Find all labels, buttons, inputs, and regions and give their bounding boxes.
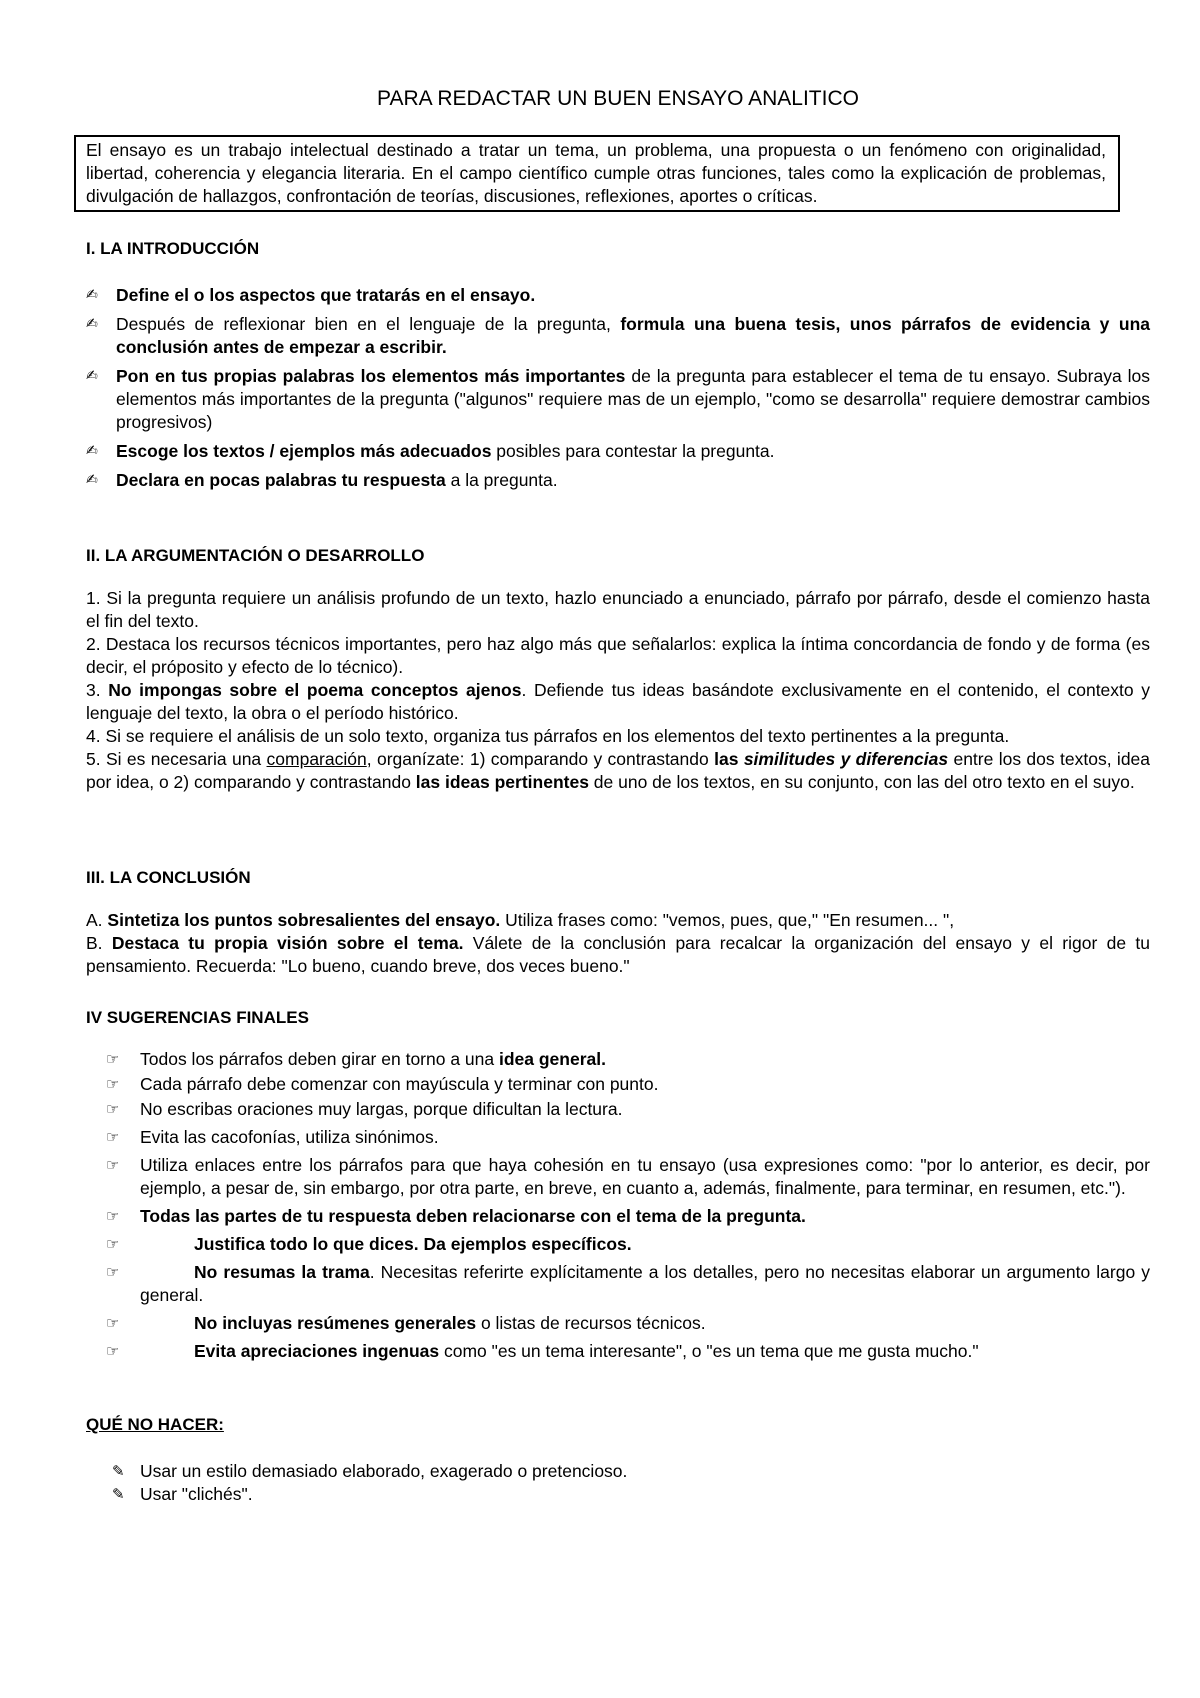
list-item: ☞ Evita las cacofonías, utiliza sinónimos. xyxy=(106,1127,439,1147)
pointing-hand-icon: ☞ xyxy=(106,1207,120,1225)
pointing-hand-icon: ☞ xyxy=(106,1100,120,1118)
list-item: ✍ Pon en tus propias palabras los elementos más importantes de la pregunta para establecer el tema de tu ensayo. Subraya los elementos más importantes de la pregunta ("algunos" requiere mas de un ejemplo, "como se desarrolla" requiere demostrar cambios progresivos) xyxy=(86,366,1150,432)
pointing-hand-icon: ☞ xyxy=(106,1263,120,1281)
pen-icon: ✎ xyxy=(112,1462,125,1480)
writing-hand-icon: ✍ xyxy=(86,443,98,459)
list-item: ✎ Usar un estilo demasiado elaborado, exagerado o pretencioso. xyxy=(112,1461,628,1481)
list-item: ✍ Escoge los textos / ejemplos más adecuados posibles para contestar la pregunta. xyxy=(86,441,775,461)
intro-box: El ensayo es un trabajo intelectual destinado a tratar un tema, un problema, una propuesta o un fenómeno con originalidad, libertad, coherencia y elegancia literaria. En el campo científico cumple otras funciones, tales como la explicación de problemas, divulgación de hallazgos, confrontación de teorías, discusiones, reflexiones, aportes o críticas. xyxy=(74,135,1120,212)
list-item: ☞ No resumas la trama. Necesitas referirte explícitamente a los detalles, pero no necesitas elaborar un argumento largo y general. xyxy=(106,1262,1150,1305)
document-title: PARA REDACTAR UN BUEN ENSAYO ANALITICO xyxy=(377,87,859,110)
numbered-item: 5. Si es necesaria una comparación, organízate: 1) comparando y contrastando las similitudes y diferencias entre los dos textos, idea por idea, o 2) comparando y contrastando las ideas pertinentes de uno de los textos, en su conjunto, con las del otro texto en el suyo. xyxy=(86,749,1151,792)
numbered-item: 1. Si la pregunta requiere un análisis profundo de un texto, hazlo enunciado a enunciado, párrafo por párrafo, desde el comienzo hasta el fin del texto. xyxy=(86,588,1150,631)
pen-icon: ✎ xyxy=(112,1485,125,1503)
pointing-hand-icon: ☞ xyxy=(106,1235,120,1253)
list-item: ✎ Usar "clichés". xyxy=(112,1484,253,1504)
pointing-hand-icon: ☞ xyxy=(106,1156,120,1174)
section-heading: I. LA INTRODUCCIÓN xyxy=(86,239,260,258)
pointing-hand-icon: ☞ xyxy=(106,1128,120,1146)
writing-hand-icon: ✍ xyxy=(86,316,98,332)
pointing-hand-icon: ☞ xyxy=(106,1075,120,1093)
section-que-no-hacer xyxy=(86,1414,1150,1506)
section-introduccion xyxy=(86,238,1150,492)
section-sugerencias xyxy=(86,1007,1150,1363)
list-item: ☞ Evita apreciaciones ingenuas como "es un tema interesante", o "es un tema que me gusta mucho." xyxy=(106,1341,979,1361)
list-item: ☞ No escribas oraciones muy largas, porque dificultan la lectura. xyxy=(106,1099,623,1119)
writing-hand-icon: ✍ xyxy=(86,368,98,384)
conclusion-item-b: B. Destaca tu propia visión sobre el tema. Válete de la conclusión para recalcar la organización del ensayo y el rigor de tu pensamiento. Recuerda: "Lo bueno, cuando breve, dos veces bueno." xyxy=(86,933,1151,976)
pointing-hand-icon: ☞ xyxy=(106,1314,120,1332)
list-item: ☞ Cada párrafo debe comenzar con mayúscula y terminar con punto. xyxy=(106,1074,659,1094)
pointing-hand-icon: ☞ xyxy=(106,1342,120,1360)
list-item: ✍ Declara en pocas palabras tu respuesta a la pregunta. xyxy=(86,470,558,490)
list-item: ☞ Justifica todo lo que dices. Da ejemplos específicos. xyxy=(106,1234,632,1254)
list-item: ☞ No incluyas resúmenes generales o listas de recursos técnicos. xyxy=(106,1313,706,1333)
numbered-item: 3. No impongas sobre el poema conceptos ajenos. Defiende tus ideas basándote exclusivamente en el contenido, el contexto y lenguaje del texto, la obra o el período histórico. xyxy=(86,680,1150,723)
section-argumentacion xyxy=(86,545,1150,794)
section-heading: II. LA ARGUMENTACIÓN O DESARROLLO xyxy=(86,546,425,565)
numbered-item: 2. Destaca los recursos técnicos importantes, pero haz algo más que señalarlos: explica la íntima concordancia de fondo y de forma (es decir, el próposito y efecto de lo técnico). xyxy=(86,634,1150,677)
section-heading: IV SUGERENCIAS FINALES xyxy=(86,1008,309,1027)
writing-hand-icon: ✍ xyxy=(86,287,98,303)
list-item: ✍ Define el o los aspectos que tratarás en el ensayo. xyxy=(86,285,536,305)
list-item: ☞ Utiliza enlaces entre los párrafos para que haya cohesión en tu ensayo (usa expresiones como: "por lo anterior, es decir, por ejemplo, a pesar de, sin embargo, por otra parte, en breve, en cuanto a, además, finalmente, para terminar, en resumen, etc."). xyxy=(106,1155,1150,1198)
section-conclusion xyxy=(86,867,1150,978)
conclusion-item-a: A. Sintetiza los puntos sobresalientes del ensayo. Utiliza frases como: "vemos, pues, que," "En resumen... ", xyxy=(86,910,955,930)
list-item: ☞ Todas las partes de tu respuesta deben relacionarse con el tema de la pregunta. xyxy=(106,1206,806,1226)
numbered-item: 4. Si se requiere el análisis de un solo texto, organiza tus párrafos en los elementos del texto pertinentes a la pregunta. xyxy=(86,726,1010,746)
list-item: ✍ Después de reflexionar bien en el lenguaje de la pregunta, formula una buena tesis, unos párrafos de evidencia y una conclusión antes de empezar a escribir. xyxy=(86,314,1150,357)
section-heading: III. LA CONCLUSIÓN xyxy=(86,868,251,887)
writing-hand-icon: ✍ xyxy=(86,472,98,488)
section-heading: QUÉ NO HACER: xyxy=(86,1415,224,1434)
pointing-hand-icon: ☞ xyxy=(106,1050,120,1068)
list-item: ☞ Todos los párrafos deben girar en torno a una idea general. xyxy=(106,1049,606,1069)
